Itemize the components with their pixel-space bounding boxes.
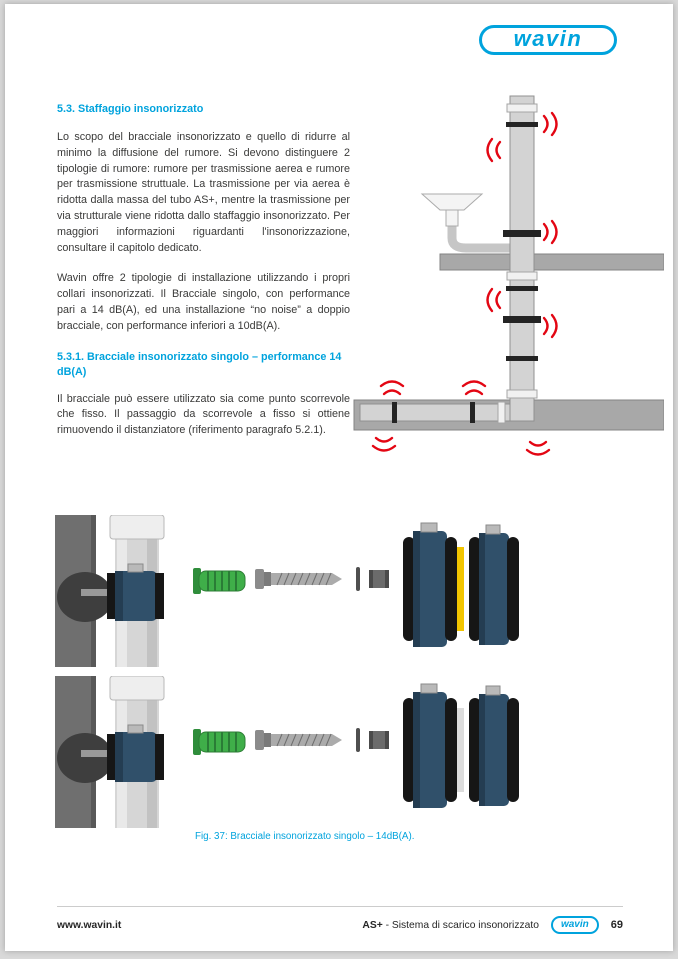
text-column: [57, 102, 350, 454]
footer-wavin-logo-text: wavin: [560, 919, 589, 930]
footer-wavin-logo: [551, 916, 599, 934]
footer-doc-title-product: AS+: [362, 919, 383, 931]
body-paragraph-2: Wavin offre 2 tipologie di installazione utilizzando i propri collari insonorizzati. Il Bracciale singolo, con performance pari a 14 dB(A), ed una installazione “no noise” a doppio bracciale, con performance inferiori a 10dB(A).: [57, 272, 350, 332]
sound-wave-icon: [463, 382, 485, 395]
subsection-heading: 5.3.1. Bracciale insonorizzato singolo – performance 14 dB(A): [57, 350, 342, 378]
exploded-view-1-svg: [51, 515, 533, 667]
silver-insert: [457, 708, 464, 792]
body-paragraph-3: Il bracciale può essere utilizzato sia come punto scorrevole che fisso. Il passaggio da scorrevole a fisso si ottiene rimuovendo il distanziatore (riferimento paragrafo 5.2.1).: [57, 392, 350, 437]
exploded-view-2: [51, 676, 533, 828]
figure-caption: Fig. 37: Bracciale insonorizzato singolo – 14dB(A).: [195, 831, 415, 842]
wavin-logo-text: wavin: [513, 26, 583, 51]
footer-doc-title: [362, 920, 539, 931]
page-footer: [57, 906, 623, 934]
exploded-view-2-svg: [51, 676, 533, 828]
document-page: [5, 4, 673, 951]
yellow-insert: [457, 547, 464, 631]
sound-wave-icon: [544, 315, 557, 337]
sound-wave-icon: [544, 113, 557, 135]
page-number: 69: [610, 919, 623, 931]
body-paragraph-1: Lo scopo del bracciale insonorizzato e quello di ridurre al minimo la diffusione del rumore. Si devono distinguere 2 tipologie di rumore: rumore per trasmissione aerea e rumore per trasmissione struttuale. La trasmissione per via aerea è ridotta dalla massa del tubo AS+, mentre la trasmissione per via strutturale viene ridotta dallo staffaggio insonorizzato. Per maggiori informazioni riguardanti l'insonorizzazione, consultare il capitolo dedicato.: [57, 131, 350, 254]
wavin-logo: [479, 25, 617, 55]
installation-diagram-svg: [352, 94, 664, 486]
section-heading: 5.3. Staffaggio insonorizzato: [57, 103, 204, 115]
exploded-view-1: [51, 515, 533, 667]
sound-wave-icon: [373, 438, 395, 451]
installation-diagram: [352, 94, 664, 486]
sound-wave-icon: [381, 382, 403, 395]
footer-doc-title-rest: - Sistema di scarico insonorizzato: [382, 919, 539, 931]
sanitary-fixture: [422, 194, 482, 226]
sound-wave-icon: [488, 139, 501, 161]
sound-wave-icon: [544, 221, 557, 243]
sound-wave-icon: [527, 442, 549, 455]
sound-wave-icon: [488, 289, 501, 311]
footer-website: www.wavin.it: [57, 919, 122, 931]
